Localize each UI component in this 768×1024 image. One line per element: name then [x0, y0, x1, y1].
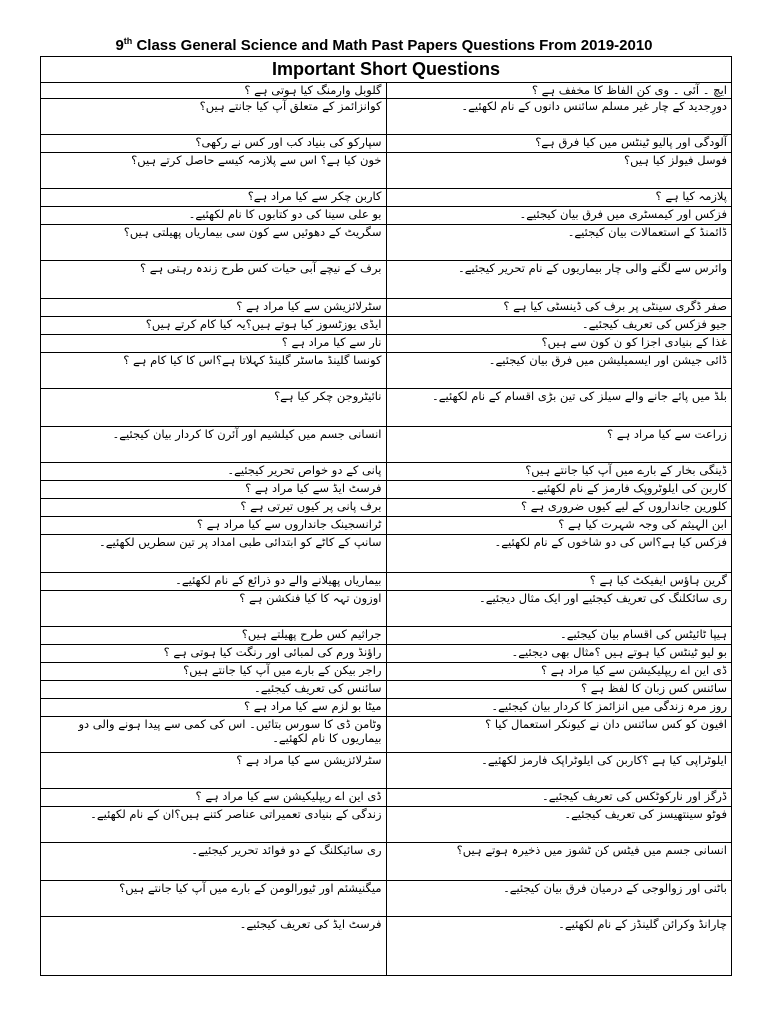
table-row [41, 880, 731, 916]
table-row [41, 516, 731, 534]
table-row [41, 590, 731, 626]
question-cell-left: کونسا گلینڈ ماسٹر گلینڈ کہلاتا ہے؟اس کا کیا کام ہے ؟ [41, 352, 386, 388]
questions-table-body [41, 83, 731, 975]
table-row [41, 316, 731, 334]
question-cell-right: پلازمہ کیا ہے ؟ [386, 188, 731, 206]
table-row [41, 134, 731, 152]
question-cell-left: نائیٹروجن چکر کیا ہے؟ [41, 388, 386, 426]
question-cell-right: وائرس سے لگنے والی چار بیماریوں کے نام تحریر کیجئیے۔ [386, 260, 731, 298]
question-cell-left: پانی کے دو خواص تحریر کیجئیے۔ [41, 462, 386, 480]
question-cell-left: اوزون تہہ کا کیا فنکشن ہے ؟ [41, 590, 386, 626]
table-row [41, 224, 731, 260]
question-cell-left: میٹا بو لزم سے کیا مراد ہے ؟ [41, 698, 386, 716]
question-cell-left: کاربن چکر سے کیا مراد ہے؟ [41, 188, 386, 206]
table-row [41, 752, 731, 788]
table-row [41, 716, 731, 752]
question-cell-right: آلودگی اور پالیو ٹینٹس میں کیا فرق ہے؟ [386, 134, 731, 152]
question-cell-left: زندگی کے بنیادی تعمیراتی عناصر کتنے ہیں؟ان کے نام لکھئیے۔ [41, 806, 386, 842]
question-cell-right: ڈائمنڈ کے استعمالات بیان کیجئیے۔ [386, 224, 731, 260]
question-cell-right: فوسل فیولز کیا ہیں؟ [386, 152, 731, 188]
title-text: Class General Science and Math Past Papers Questions From 2019-2010 [132, 37, 653, 54]
table-row [41, 260, 731, 298]
questions-table [41, 83, 731, 975]
table-row [41, 806, 731, 842]
question-cell-right: ری سائکلنگ کی تعریف کیجئیے اور ایک مثال دیجئیے۔ [386, 590, 731, 626]
table-row [41, 83, 731, 98]
table-row [41, 680, 731, 698]
question-cell-left: ڈی این اے ریپلیکیشن سے کیا مراد ہے ؟ [41, 788, 386, 806]
question-cell-left: گلوبل وارمنگ کیا ہوتی ہے ؟ [41, 83, 386, 98]
question-cell-right: ایلوٹراپی کیا ہے ؟کاربن کی ایلوٹراپک فارمز لکھئیے۔ [386, 752, 731, 788]
question-cell-right: ڈرگز اور نارکوٹکس کی تعریف کیجئیے۔ [386, 788, 731, 806]
question-cell-right: ہیپا ٹائیٹس کی اقسام بیان کیجئیے۔ [386, 626, 731, 644]
table-row [41, 916, 731, 975]
question-cell-right: جیو فزکس کی تعریف کیجئیے۔ [386, 316, 731, 334]
question-cell-right: ڈائی جیشن اور ایسمیلیشن میں فرق بیان کیجئیے۔ [386, 352, 731, 388]
table-row [41, 698, 731, 716]
question-cell-right: گرین ہاؤس ایفیکٹ کیا ہے ؟ [386, 572, 731, 590]
table-row [41, 644, 731, 662]
section-heading: Important Short Questions [41, 57, 731, 83]
question-cell-left: فرسٹ ایڈ سے کیا مراد ہے ؟ [41, 480, 386, 498]
question-cell-left: کوانزائمز کے متعلق آپ کیا جانتے ہیں؟ [41, 98, 386, 134]
table-row [41, 572, 731, 590]
question-cell-right: فزکس کیا ہے؟اس کی دو شاخوں کے نام لکھئیے۔ [386, 534, 731, 572]
table-row [41, 480, 731, 498]
question-cell-right: ڈینگی بخار کے بارے میں آپ کیا جانتے ہیں؟ [386, 462, 731, 480]
question-cell-right: زراعت سے کیا مراد ہے ؟ [386, 426, 731, 462]
question-cell-right: فوٹو سینتھیسز کی تعریف کیجئیے۔ [386, 806, 731, 842]
question-cell-right: بو لیو ٹینٹس کیا ہوتے ہیں ؟مثال بھی دیجئیے۔ [386, 644, 731, 662]
document-title [0, 36, 768, 56]
question-cell-left: ری سائیکلنگ کے دو فوائد تحریر کیجئیے۔ [41, 842, 386, 880]
table-row [41, 188, 731, 206]
table-row [41, 842, 731, 880]
question-cell-right: کاربن کی ایلوٹروپک فارمز کے نام لکھئیے۔ [386, 480, 731, 498]
question-cell-right: بلڈ میں پائے جانے والے سیلز کی تین بڑی اقسام کے نام لکھئیے۔ [386, 388, 731, 426]
question-cell-right: ابن الہیثم کی وجہ شہرت کیا ہے ؟ [386, 516, 731, 534]
question-cell-left: سگریٹ کے دھوئیں سے کون سی بیماریاں پھیلتی ہیں؟ [41, 224, 386, 260]
question-cell-left: سانپ کے کاٹے کو ابتدائی طبی امداد پر تین سطریں لکھئیے۔ [41, 534, 386, 572]
table-row [41, 152, 731, 188]
question-cell-right: انسانی جسم میں فیٹس کن ٹشوز میں ذخیرہ ہوتے ہیں؟ [386, 842, 731, 880]
question-cell-left: وٹامن ڈی کا سورس بتائیں۔ اس کی کمی سے پیدا ہونے والی دو بیماریوں کا نام لکھئیے۔ [41, 716, 386, 752]
question-cell-left: بو علی سینا کی دو کتابوں کا نام لکھئیے۔ [41, 206, 386, 224]
title-class-number: 9 [115, 37, 124, 54]
title-ordinal: th [123, 36, 133, 46]
question-cell-left: ایڈی یوزٹسوز کیا ہوتے ہیں؟یہ کیا کام کرتے ہیں؟ [41, 316, 386, 334]
question-cell-left: خون کیا ہے؟ اس سے پلازمہ کیسے حاصل کرتے ہیں؟ [41, 152, 386, 188]
question-cell-right: سائنس کس زبان کا لفظ ہے ؟ [386, 680, 731, 698]
question-cell-left: جراثیم کس طرح پھیلتے ہیں؟ [41, 626, 386, 644]
question-cell-right: فزکس اور کیمسٹری میں فرق بیان کیجئیے۔ [386, 206, 731, 224]
question-cell-right: دورِجدید کے چار غیر مسلم سائنس دانوں کے نام لکھئیے۔ [386, 98, 731, 134]
question-cell-left: سائنس کی تعریف کیجئیے۔ [41, 680, 386, 698]
table-row [41, 298, 731, 316]
table-row [41, 352, 731, 388]
question-cell-left: سپارکو کی بنیاد کب اور کس نے رکھی؟ [41, 134, 386, 152]
question-cell-left: سٹرلائزیشن سے کیا مراد ہے ؟ [41, 752, 386, 788]
question-cell-left: نار سے کیا مراد ہے ؟ [41, 334, 386, 352]
table-row [41, 426, 731, 462]
table-row [41, 662, 731, 680]
question-cell-right: ڈی این اے ریپلیکیشن سے کیا مراد ہے ؟ [386, 662, 731, 680]
question-cell-left: فرسٹ ایڈ کی تعریف کیجئیے۔ [41, 916, 386, 975]
question-cell-left: راجر بیکن کے بارے میں آپ کیا جانتے ہیں؟ [41, 662, 386, 680]
questions-box [40, 56, 732, 976]
table-row [41, 788, 731, 806]
question-cell-left: راؤنڈ ورم کی لمبائی اور رنگت کیا ہوتی ہے ؟ [41, 644, 386, 662]
question-cell-left: میگنیشئم اور ٹیورالومن کے بارے میں آپ کیا جانتے ہیں؟ [41, 880, 386, 916]
question-cell-right: صفر ڈگری سینٹی پر برف کی ڈینسٹی کیا ہے ؟ [386, 298, 731, 316]
question-cell-left: سٹرلائزیشن سے کیا مراد ہے ؟ [41, 298, 386, 316]
table-row [41, 462, 731, 480]
table-row [41, 498, 731, 516]
question-cell-right: چارانڈ وکرائن گلینڈز کے نام لکھئیے۔ [386, 916, 731, 975]
table-row [41, 206, 731, 224]
table-row [41, 534, 731, 572]
question-cell-left: بیماریاں پھیلانے والے دو ذرائع کے نام لکھئیے۔ [41, 572, 386, 590]
question-cell-right: ایچ ۔ آئی ۔ وی کن الفاظ کا مخفف ہے ؟ [386, 83, 731, 98]
table-row [41, 98, 731, 134]
table-row [41, 334, 731, 352]
question-cell-right: باٹنی اور زوالوجی کے درمیان فرق بیان کیجئیے۔ [386, 880, 731, 916]
table-row [41, 388, 731, 426]
question-cell-left: انسانی جسم میں کیلشیم اور آئرن کا کردار بیان کیجئیے۔ [41, 426, 386, 462]
question-cell-left: ٹرانسجینک جانداروں سے کیا مراد ہے ؟ [41, 516, 386, 534]
table-row [41, 626, 731, 644]
question-cell-right: روز مرہ زندگی میں انزائمز کا کردار بیان کیجئیے۔ [386, 698, 731, 716]
question-cell-right: غذا کے بنیادی اجزا کو ن کون سے ہیں؟ [386, 334, 731, 352]
question-cell-right: افیون کو کس سائنس دان نے کیونکر استعمال کیا ؟ [386, 716, 731, 752]
question-cell-left: برف کے نیچے آبی حیات کس طرح زندہ رہتی ہے ؟ [41, 260, 386, 298]
question-cell-left: برف پانی پر کیوں تیرتی ہے ؟ [41, 498, 386, 516]
question-cell-right: کلورین جانداروں کے لیے کیوں ضروری ہے ؟ [386, 498, 731, 516]
